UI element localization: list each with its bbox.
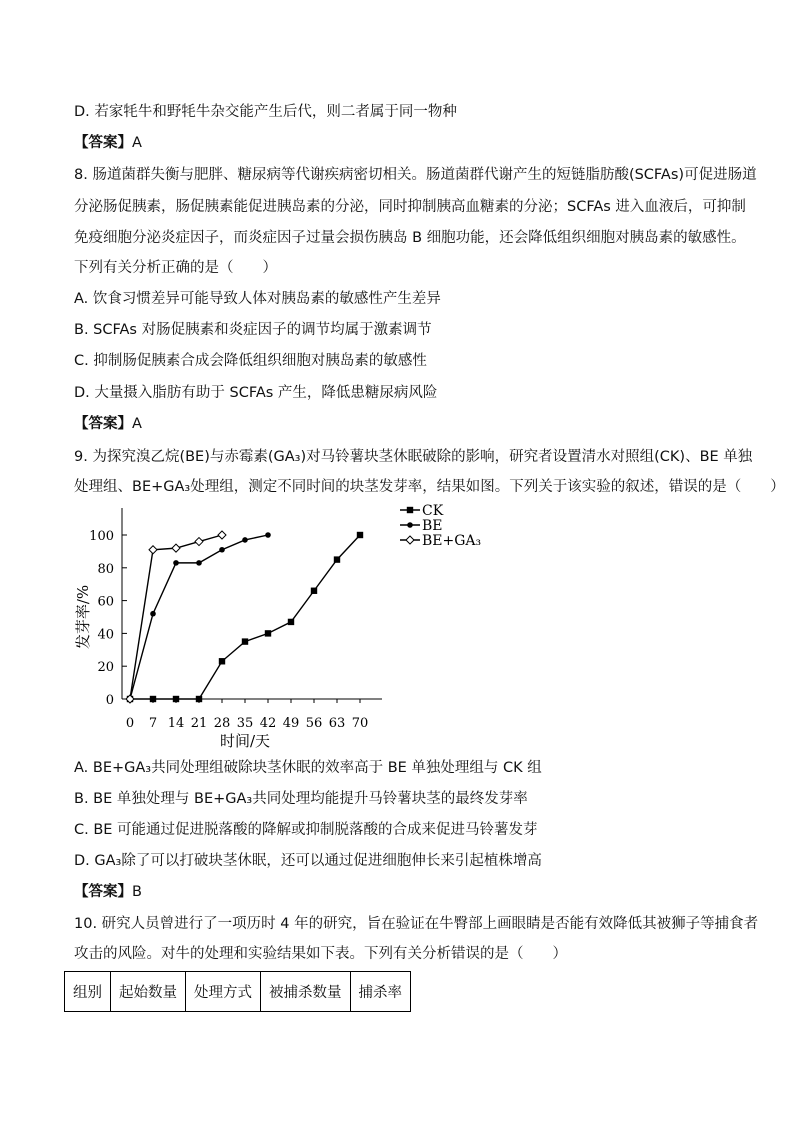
q9-option-b: B. BE 单独处理与 BE+GA₃共同处理均能提升马铃薯块茎的最终发芽率 [74, 791, 528, 807]
legend-label: BE [422, 518, 443, 534]
x-tick-label: 0 [125, 716, 135, 731]
q8-stem-line-3: 免疫细胞分泌炎症因子，而炎症因子过量会损伤胰岛 B 细胞功能，还会降低组织细胞对胰岛素的敏感性。 [74, 230, 746, 246]
series-line-0 [130, 535, 360, 699]
q9-option-a: A. BE+GA₃共同处理组破除块茎休眠的效率高于 BE 单独处理组与 CK 组 [74, 760, 542, 776]
answer-value: A [132, 135, 142, 151]
answer-value: B [132, 884, 142, 900]
legend-marker [407, 507, 413, 513]
table-header-cell: 起始数量 [111, 972, 186, 1012]
legend-label: BE+GA₃ [422, 533, 482, 549]
q8-option-d: D. 大量摄入脂肪有助于 SCFAs 产生，降低患糖尿病风险 [74, 385, 438, 401]
q9-stem-line-1: 9. 为探究溴乙烷(BE)与赤霉素(GA₃)对马铃薯块茎休眠破除的影响，研究者设置清水对照组(CK)、BE 单独 [74, 449, 753, 465]
data-point [357, 532, 363, 538]
chart-marks [126, 531, 363, 703]
q9-stem-line-2: 处理组、BE+GA₃处理组，测定不同时间的块茎发芽率，结果如图。下列关于该实验的叙述，错误的是（ ） [74, 479, 785, 495]
q9-option-c: C. BE 可能通过促进脱落酸的降解或抑制脱落酸的合成来促进马铃薯发芽 [74, 822, 538, 838]
answer-label: 【答案】 [74, 884, 132, 900]
y-tick-label: 20 [97, 660, 114, 676]
chart-axes [74, 508, 382, 750]
y-tick-label: 60 [97, 594, 114, 610]
x-tick-label: 35 [236, 716, 254, 731]
data-point [149, 546, 157, 554]
germination-rate-chart [70, 498, 490, 753]
data-point [334, 556, 340, 562]
q8-option-b: B. SCFAs 对肠促胰素和炎症因子的调节均属于激素调节 [74, 322, 432, 338]
data-point [150, 696, 156, 702]
table-header-cell: 被捕杀数量 [261, 972, 351, 1012]
results-table [64, 971, 411, 1012]
data-point [219, 547, 225, 553]
y-tick-label: 100 [89, 529, 114, 544]
table-header-cell: 处理方式 [186, 972, 261, 1012]
chart-legend [400, 503, 481, 549]
table-header-cell: 捕杀率 [350, 972, 411, 1012]
data-point [173, 560, 179, 566]
x-tick-label: 21 [190, 716, 208, 731]
y-tick-label: 0 [105, 693, 114, 708]
data-point [242, 638, 248, 644]
q7-answer [74, 133, 142, 153]
q9-option-d: D. GA₃除了可以打破块茎休眠，还可以通过促进细胞伸长来引起植株增高 [74, 853, 542, 869]
data-point [265, 630, 271, 636]
legend-marker [407, 522, 413, 528]
q10-stem-line-1: 10. 研究人员曾进行了一项历时 4 年的研究，旨在验证在牛臀部上画眼睛是否能有效降低其被狮子等捕食者 [74, 916, 759, 932]
data-point [265, 532, 271, 538]
y-tick-label: 40 [97, 627, 114, 643]
series-line-1 [130, 535, 268, 699]
q8-stem-line-4: 下列有关分析正确的是（ ） [74, 260, 277, 276]
answer-value: A [132, 416, 142, 432]
q10-stem-line-2: 攻击的风险。对牛的处理和实验结果如下表。下列有关分析错误的是（ ） [74, 946, 567, 962]
x-tick-label: 49 [282, 716, 300, 731]
data-point [311, 588, 317, 594]
x-tick-label: 28 [213, 716, 231, 731]
data-point [218, 531, 226, 539]
table-header-cell: 组别 [65, 972, 111, 1012]
q9-answer [74, 882, 142, 902]
data-point [196, 560, 202, 566]
data-point [196, 696, 202, 702]
data-point [173, 696, 179, 702]
data-point [219, 658, 225, 664]
answer-label: 【答案】 [74, 416, 132, 432]
x-tick-label: 63 [328, 716, 346, 731]
q8-answer [74, 414, 142, 434]
x-tick-label: 70 [351, 716, 369, 731]
legend-marker [406, 536, 414, 544]
y-axis-label: 发芽率/% [74, 584, 92, 650]
data-point [242, 537, 248, 543]
x-axis-label: 时间/天 [219, 732, 271, 750]
x-tick-label: 14 [167, 716, 185, 731]
table-header-row [65, 972, 411, 1012]
q8-option-a: A. 饮食习惯差异可能导致人体对胰岛素的敏感性产生差异 [74, 291, 441, 307]
x-tick-label: 42 [259, 716, 277, 731]
data-point [288, 619, 294, 625]
x-tick-label: 56 [305, 716, 323, 731]
legend-label: CK [422, 503, 444, 519]
answer-label: 【答案】 [74, 135, 132, 151]
q8-option-c: C. 抑制肠促胰素合成会降低组织细胞对胰岛素的敏感性 [74, 353, 427, 369]
series-line-2 [130, 535, 222, 699]
q8-stem-line-1: 8. 肠道菌群失衡与肥胖、糖尿病等代谢疾病密切相关。肠道菌群代谢产生的短链脂肪酸(SCFAs)可促进肠道 [74, 167, 757, 183]
q8-stem-line-2: 分泌肠促胰素，肠促胰素能促进胰岛素的分泌，同时抑制胰高血糖素的分泌；SCFAs 进入血液后，可抑制 [74, 199, 746, 215]
data-point [195, 538, 203, 546]
data-point [172, 544, 180, 552]
x-tick-label: 7 [148, 716, 158, 731]
data-point [150, 611, 156, 617]
q7-option-d: D. 若家牦牛和野牦牛杂交能产生后代，则二者属于同一物种 [74, 104, 457, 120]
y-tick-label: 80 [97, 561, 114, 577]
